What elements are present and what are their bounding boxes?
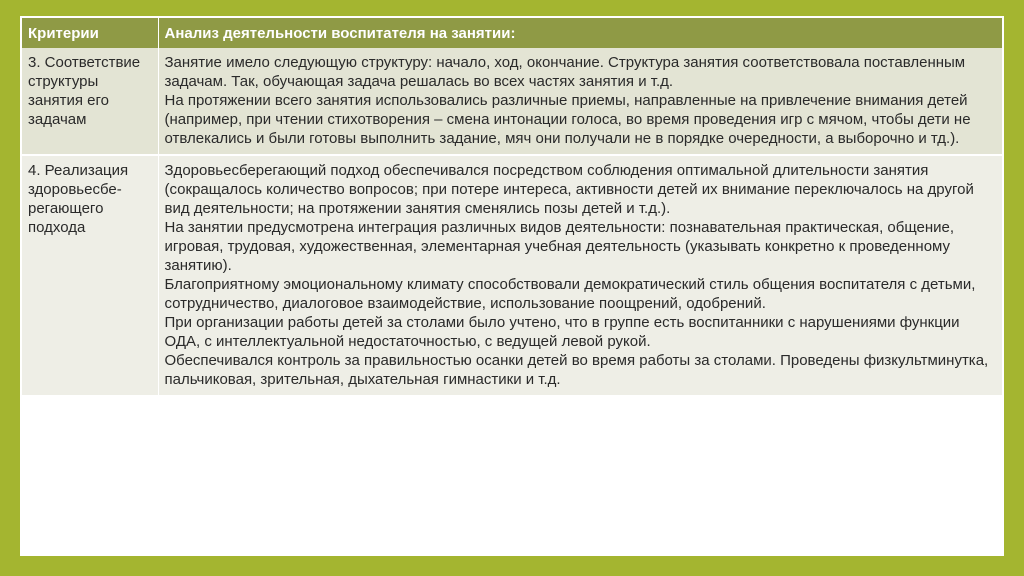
criterion-cell: 3. Соответствие структуры занятия его задачам	[22, 48, 158, 155]
analysis-paragraph: Здоровьесберегающий подход обеспечивался посредством соблюдения оптимальной длительности занятия (сокращалось количество вопросов; при потере интереса, активности детей их внимание переключалось на другой вид деятельности; на протяжении занятия сменялись позы детей и т.д.).	[164, 162, 974, 217]
analysis-table	[22, 18, 1002, 397]
table-row	[22, 155, 1002, 396]
analysis-paragraph: Благоприятному эмоциональному климату способствовали демократический стиль общения воспитателя с детьми, сотрудничество, диалоговое взаимодействие, использование поощрений, одобрений.	[164, 276, 976, 312]
analysis-cell	[158, 155, 1002, 396]
analysis-paragraph: На занятии предусмотрена интеграция различных видов деятельности: познавательная практическая, общение, игровая, трудовая, художественная, элементарная учебная деятельность (указывать конкретно к проведенному занятию).	[164, 219, 955, 274]
analysis-paragraph: На протяжении всего занятия использовались различные приемы, направленные на привлечение внимания детей (например, при чтении стихотворения – смена интонации голоса, во время проведения игр с мячом, чтобы дети не отвлекались и были готовы выполнить задание, мяч они получали не в порядке очередности, а выборочно и тд.).	[164, 92, 971, 147]
analysis-paragraph: Занятие имело следующую структуру: начало, ход, окончание. Структура занятия соответствовала поставленным задачам. Так, обучающая задача решалась во всех частях занятия и т.д.	[164, 54, 966, 90]
header-analysis: Анализ деятельности воспитателя на занятии:	[158, 18, 1002, 48]
table-header-row	[22, 18, 1002, 48]
analysis-paragraph: Обеспечивался контроль за правильностью осанки детей во время работы за столами. Проведены физкультминутка, пальчиковая, зрительная, дыхательная гимнастики и т.д.	[164, 352, 989, 388]
analysis-cell	[158, 48, 1002, 155]
table-row	[22, 48, 1002, 155]
header-criteria: Критерии	[22, 18, 158, 48]
criterion-cell: 4. Реализация здоровьесбе-регающего подхода	[22, 155, 158, 396]
analysis-paragraph: При организации работы детей за столами было учтено, что в группе есть воспитанники с нарушениями функции ОДА, с интеллектуальной недостаточностью, с ведущей левой рукой.	[164, 314, 960, 350]
slide	[20, 16, 1004, 556]
